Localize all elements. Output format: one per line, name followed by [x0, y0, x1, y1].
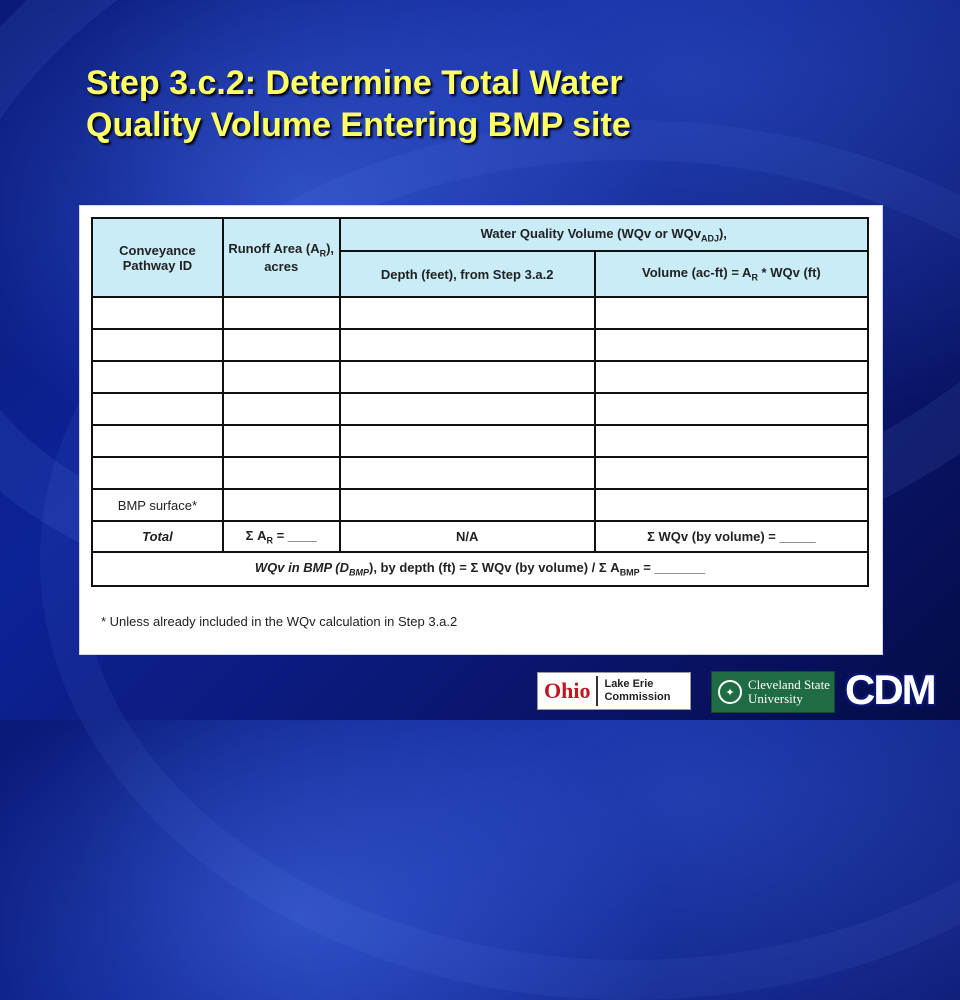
cell-volume[interactable] [595, 457, 868, 489]
table-row [92, 297, 868, 329]
total-depth: N/A [340, 521, 595, 552]
table-row [92, 393, 868, 425]
cell-depth[interactable] [340, 489, 595, 521]
cell-runoff-area[interactable] [223, 329, 340, 361]
cell-runoff-area[interactable] [223, 297, 340, 329]
cell-bmp-surface-label: BMP surface* [92, 489, 223, 521]
table-footnote: * Unless already included in the WQv calculation in Step 3.a.2 [101, 614, 458, 629]
ohio-logo-mark: Ohio [538, 676, 598, 706]
cell-pathway-id[interactable] [92, 425, 223, 457]
cell-runoff-area[interactable] [223, 489, 340, 521]
cell-volume[interactable] [595, 329, 868, 361]
table-row-total [92, 521, 868, 552]
table-row-bmp-surface [92, 489, 868, 521]
header-volume: Volume $(ac-ft) = A_R$ * WQv (ft) [595, 251, 868, 297]
cell-volume[interactable] [595, 361, 868, 393]
cell-pathway-id[interactable] [92, 393, 223, 425]
cell-volume[interactable] [595, 393, 868, 425]
ohio-logo-text: Lake Erie Commission [604, 678, 671, 703]
table-row [92, 457, 868, 489]
cell-depth[interactable] [340, 393, 595, 425]
cell-volume[interactable] [595, 297, 868, 329]
table-row [92, 329, 868, 361]
cell-depth[interactable] [340, 329, 595, 361]
total-area: Σ $A_R$ = ____ [223, 521, 340, 552]
cell-depth[interactable] [340, 361, 595, 393]
cell-pathway-id[interactable] [92, 457, 223, 489]
cell-volume[interactable] [595, 425, 868, 457]
table-row [92, 425, 868, 457]
total-label: Total [92, 521, 223, 552]
cell-runoff-area[interactable] [223, 425, 340, 457]
cell-volume[interactable] [595, 489, 868, 521]
header-conveyance-pathway-id: Conveyance Pathway ID [92, 218, 223, 297]
table-row [92, 361, 868, 393]
wqv-worksheet-table [91, 217, 869, 587]
ohio-lake-erie-commission-logo [537, 672, 691, 710]
cell-pathway-id[interactable] [92, 297, 223, 329]
csu-seal-icon: ✦ [718, 680, 742, 704]
cell-runoff-area[interactable] [223, 457, 340, 489]
header-water-quality-volume: Water Quality Volume (WQv or WQv$_{ADJ}$), [340, 218, 868, 251]
csu-logo-text: Cleveland State University [748, 677, 830, 706]
cell-depth[interactable] [340, 297, 595, 329]
wqv-in-bmp-formula: WQv in BMP $(D_{BMP})$, by depth (ft) = Σ WQv (by volume) / Σ $A_{BMP}$ = _______ [92, 552, 868, 586]
header-runoff-area: Runoff Area $(A_R)$, acres [223, 218, 340, 297]
cell-runoff-area[interactable] [223, 393, 340, 425]
cell-depth[interactable] [340, 457, 595, 489]
total-volume: Σ WQv (by volume) = _____ [595, 521, 868, 552]
slide-title [86, 62, 906, 146]
slide-title-line-2: Quality Volume Entering BMP site [86, 106, 631, 144]
cdm-logo: CDM [845, 666, 935, 713]
cell-pathway-id[interactable] [92, 361, 223, 393]
slide-title-line-1: Step 3.c.2: Determine Total Water [86, 64, 623, 102]
table-row-footer [92, 552, 868, 586]
cell-pathway-id[interactable] [92, 329, 223, 361]
cleveland-state-university-logo [711, 671, 835, 713]
worksheet-panel [79, 205, 883, 655]
cell-runoff-area[interactable] [223, 361, 340, 393]
header-depth: Depth (feet), from Step 3.a.2 [340, 251, 595, 297]
cell-depth[interactable] [340, 425, 595, 457]
